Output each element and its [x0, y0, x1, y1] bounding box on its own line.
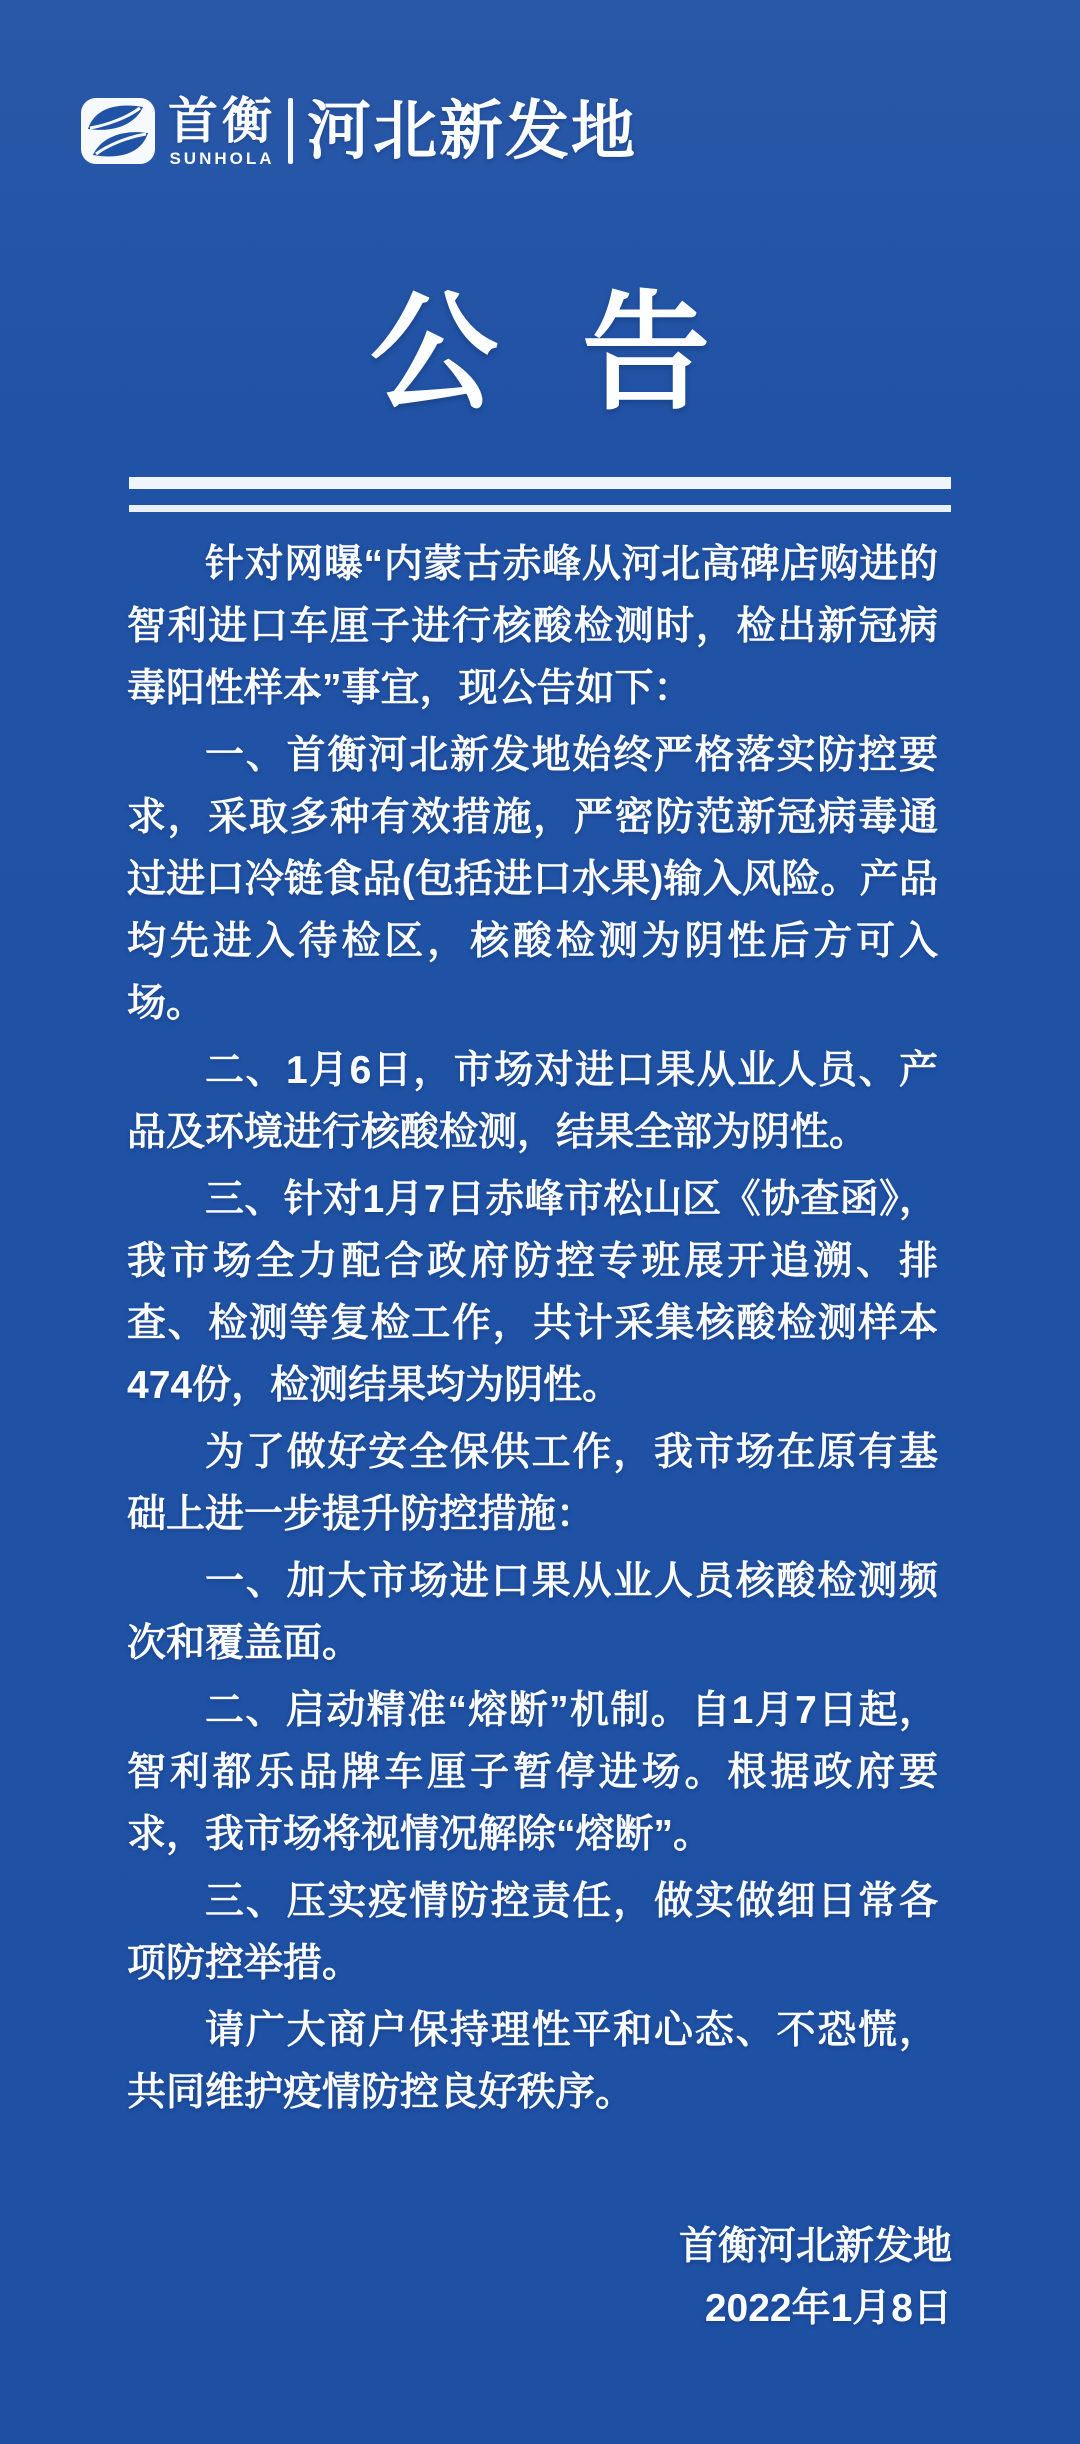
sunhola-logo-icon: [80, 97, 156, 165]
body-paragraph: 二、1月6日，市场对进口果从业人员、产品及环境进行核酸检测，结果全部为阴性。: [127, 1049, 938, 1154]
logo-wordmark: [168, 92, 276, 168]
body-paragraph: 三、压实疫情防控责任，做实做细日常各项防控举措。: [127, 1880, 938, 1985]
signature-org: 首衡河北新发地: [678, 2225, 952, 2268]
header: [0, 0, 1080, 166]
header-divider: [288, 98, 293, 164]
body-paragraph: 请广大商户保持理性平和心态、不恐慌，共同维护疫情防控良好秩序。: [127, 2009, 938, 2114]
body-paragraph: 一、首衡河北新发地始终严格落实防控要求，采取多种有效措施，严密防范新冠病毒通过进口冷链食品(包括进口水果)输入风险。产品均先进入待检区，核酸检测为阴性后方可入场。: [127, 734, 938, 1025]
body-paragraph: 针对网曝“内蒙古赤峰从河北高碑店购进的智利进口车厘子进行核酸检测时，检出新冠病毒阳性样本”事宜，现公告如下：: [127, 543, 938, 710]
signature-block: [0, 2216, 1080, 2340]
body-paragraph: 为了做好安全保供工作，我市场在原有基础上进一步提升防控措施：: [127, 1431, 938, 1536]
body-paragraph: 一、加大市场进口果从业人员核酸检测频次和覆盖面。: [127, 1560, 938, 1665]
logo-name-en: SUNHOLA: [169, 148, 275, 168]
notice-body: [0, 534, 1080, 2124]
notice-title-char: 公: [369, 282, 498, 425]
body-paragraph: 二、启动精准“熔断”机制。自1月7日起，智利都乐品牌车厘子暂停进场。根据政府要求，我市场将视情况解除“熔断”。: [127, 1689, 938, 1856]
signature-date: 2022年1月8日: [704, 2287, 952, 2330]
notice-title-char: 告: [582, 282, 711, 425]
underline-thick: [129, 477, 951, 489]
body-paragraph: 三、针对1月7日赤峰市松山区《协查函》，我市场全力配合政府防控专班展开追溯、排查、检测等复检工作，共计采集核酸检测样本474份，检测结果均为阴性。: [127, 1178, 938, 1407]
brand-name: 河北新发地: [307, 95, 637, 167]
title-underline: [129, 477, 951, 512]
underline-thin: [129, 505, 951, 512]
logo-name-zh: 首衡: [168, 92, 276, 149]
notice-title: [0, 282, 1080, 425]
